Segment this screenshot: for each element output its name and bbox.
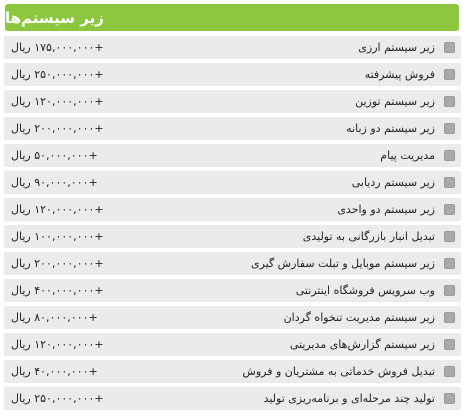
subsystem-name: زیر سیستم موبایل و تبلت سفارش گیری bbox=[250, 257, 435, 270]
subsystem-list bbox=[4, 36, 461, 414]
subsystem-name: مدیریت پیام bbox=[380, 149, 435, 162]
subsystem-price bbox=[11, 122, 104, 135]
subsystem-price bbox=[11, 95, 104, 108]
subsystem-checkbox[interactable] bbox=[444, 42, 455, 53]
price-currency: ریال bbox=[11, 311, 31, 324]
subsystem-checkbox[interactable] bbox=[444, 393, 455, 404]
subsystem-name: تبدیل فروش خدماتی به مشتریان و فروش bbox=[242, 365, 435, 378]
subsystem-option[interactable] bbox=[355, 95, 455, 108]
subsystem-row[interactable] bbox=[4, 252, 461, 275]
price-value: +۱۲۰,۰۰۰,۰۰۰ bbox=[34, 338, 104, 351]
subsystem-row[interactable] bbox=[4, 360, 461, 383]
subsystem-price bbox=[11, 365, 98, 378]
subsystem-name: تولید چند مرحله‌ای و برنامه‌ریزی تولید bbox=[263, 392, 435, 405]
subsystem-checkbox[interactable] bbox=[444, 69, 455, 80]
subsystem-checkbox[interactable] bbox=[444, 231, 455, 242]
subsystem-price bbox=[11, 176, 98, 189]
subsystem-row[interactable] bbox=[4, 117, 461, 140]
subsystem-option[interactable] bbox=[290, 338, 455, 351]
subsystem-name: زیر سیستم گزارش‌های مدیریتی bbox=[289, 338, 435, 351]
subsystem-price bbox=[11, 68, 104, 81]
subsystem-row[interactable] bbox=[4, 36, 461, 59]
subsystem-row[interactable] bbox=[4, 144, 461, 167]
price-currency: ریال bbox=[11, 365, 31, 378]
price-currency: ریال bbox=[11, 176, 31, 189]
subsystem-row[interactable] bbox=[4, 225, 461, 248]
price-currency: ریال bbox=[11, 41, 31, 54]
price-currency: ریال bbox=[11, 203, 31, 216]
price-value: +۱۰۰,۰۰۰,۰۰۰ bbox=[34, 230, 104, 243]
subsystem-row[interactable] bbox=[4, 198, 461, 221]
price-value: +۲۰۰,۰۰۰,۰۰۰ bbox=[34, 122, 104, 135]
subsystem-checkbox[interactable] bbox=[444, 150, 455, 161]
subsystem-name: زیر سیستم دو زبانه bbox=[346, 122, 435, 135]
subsystem-row[interactable] bbox=[4, 387, 461, 410]
subsystem-checkbox[interactable] bbox=[444, 312, 455, 323]
subsystem-row[interactable] bbox=[4, 279, 461, 302]
subsystem-price bbox=[11, 203, 104, 216]
subsystems-header bbox=[5, 4, 459, 31]
subsystem-option[interactable] bbox=[337, 203, 455, 216]
subsystem-name: زیر سیستم ارزی bbox=[358, 41, 435, 54]
price-currency: ریال bbox=[11, 122, 31, 135]
price-currency: ریال bbox=[11, 68, 31, 81]
subsystem-row[interactable] bbox=[4, 90, 461, 113]
price-currency: ریال bbox=[11, 149, 31, 162]
subsystem-row[interactable] bbox=[4, 333, 461, 356]
subsystem-name: وب سرویس فروشگاه اینترنتی bbox=[295, 284, 435, 297]
subsystems-title: زیر سیستم‌ها bbox=[5, 8, 104, 27]
subsystem-option[interactable] bbox=[358, 41, 455, 54]
subsystem-option[interactable] bbox=[346, 122, 455, 135]
subsystem-option[interactable] bbox=[365, 68, 455, 81]
subsystem-price bbox=[11, 230, 104, 243]
subsystem-row[interactable] bbox=[4, 306, 461, 329]
subsystem-checkbox[interactable] bbox=[444, 366, 455, 377]
subsystem-checkbox[interactable] bbox=[444, 339, 455, 350]
price-value: +۱۲۰,۰۰۰,۰۰۰ bbox=[34, 95, 104, 108]
subsystem-option[interactable] bbox=[251, 257, 455, 270]
subsystem-checkbox[interactable] bbox=[444, 177, 455, 188]
subsystem-price bbox=[11, 392, 104, 405]
subsystem-name: تبدیل انبار بازرگانی به تولیدی bbox=[302, 230, 435, 243]
subsystem-name: زیر سیستم دو واحدی bbox=[337, 203, 435, 216]
subsystem-price bbox=[11, 149, 98, 162]
subsystem-price bbox=[11, 257, 104, 270]
subsystem-row[interactable] bbox=[4, 171, 461, 194]
subsystem-checkbox[interactable] bbox=[444, 285, 455, 296]
price-currency: ریال bbox=[11, 392, 31, 405]
price-value: +۱۲۰,۰۰۰,۰۰۰ bbox=[34, 203, 104, 216]
subsystem-price bbox=[11, 284, 104, 297]
price-currency: ریال bbox=[11, 338, 31, 351]
subsystem-option[interactable] bbox=[242, 365, 455, 378]
subsystem-option[interactable] bbox=[264, 392, 455, 405]
price-value: +۲۵۰,۰۰۰,۰۰۰ bbox=[34, 392, 104, 405]
subsystem-name: زیر سیستم مدیریت تنخواه گردان bbox=[283, 311, 435, 324]
subsystem-row[interactable] bbox=[4, 63, 461, 86]
price-value: +۴۰,۰۰۰,۰۰۰ bbox=[34, 365, 98, 378]
subsystem-name: زیر سیستم توزین bbox=[355, 95, 435, 108]
price-currency: ریال bbox=[11, 95, 31, 108]
subsystem-checkbox[interactable] bbox=[444, 204, 455, 215]
price-value: +۸۰,۰۰۰,۰۰۰ bbox=[34, 311, 98, 324]
subsystem-name: زیر سیستم ردیابی bbox=[351, 176, 435, 189]
subsystem-option[interactable] bbox=[284, 311, 455, 324]
subsystem-option[interactable] bbox=[303, 230, 455, 243]
price-currency: ریال bbox=[11, 257, 31, 270]
price-value: +۴۰۰,۰۰۰,۰۰۰ bbox=[34, 284, 104, 297]
price-currency: ریال bbox=[11, 230, 31, 243]
subsystem-option[interactable] bbox=[380, 149, 455, 162]
subsystem-checkbox[interactable] bbox=[444, 258, 455, 269]
subsystem-price bbox=[11, 41, 104, 54]
price-value: +۲۵۰,۰۰۰,۰۰۰ bbox=[34, 68, 104, 81]
price-value: +۵۰,۰۰۰,۰۰۰ bbox=[34, 149, 98, 162]
price-value: +۲۰۰,۰۰۰,۰۰۰ bbox=[34, 257, 104, 270]
subsystem-price bbox=[11, 311, 98, 324]
subsystem-name: فروش پیشرفته bbox=[364, 68, 435, 81]
subsystem-checkbox[interactable] bbox=[444, 96, 455, 107]
price-value: +۹۰,۰۰۰,۰۰۰ bbox=[34, 176, 98, 189]
price-currency: ریال bbox=[11, 284, 31, 297]
subsystem-option[interactable] bbox=[352, 176, 455, 189]
subsystem-checkbox[interactable] bbox=[444, 123, 455, 134]
price-value: +۱۷۵,۰۰۰,۰۰۰ bbox=[34, 41, 104, 54]
subsystem-option[interactable] bbox=[296, 284, 455, 297]
subsystem-price bbox=[11, 338, 104, 351]
